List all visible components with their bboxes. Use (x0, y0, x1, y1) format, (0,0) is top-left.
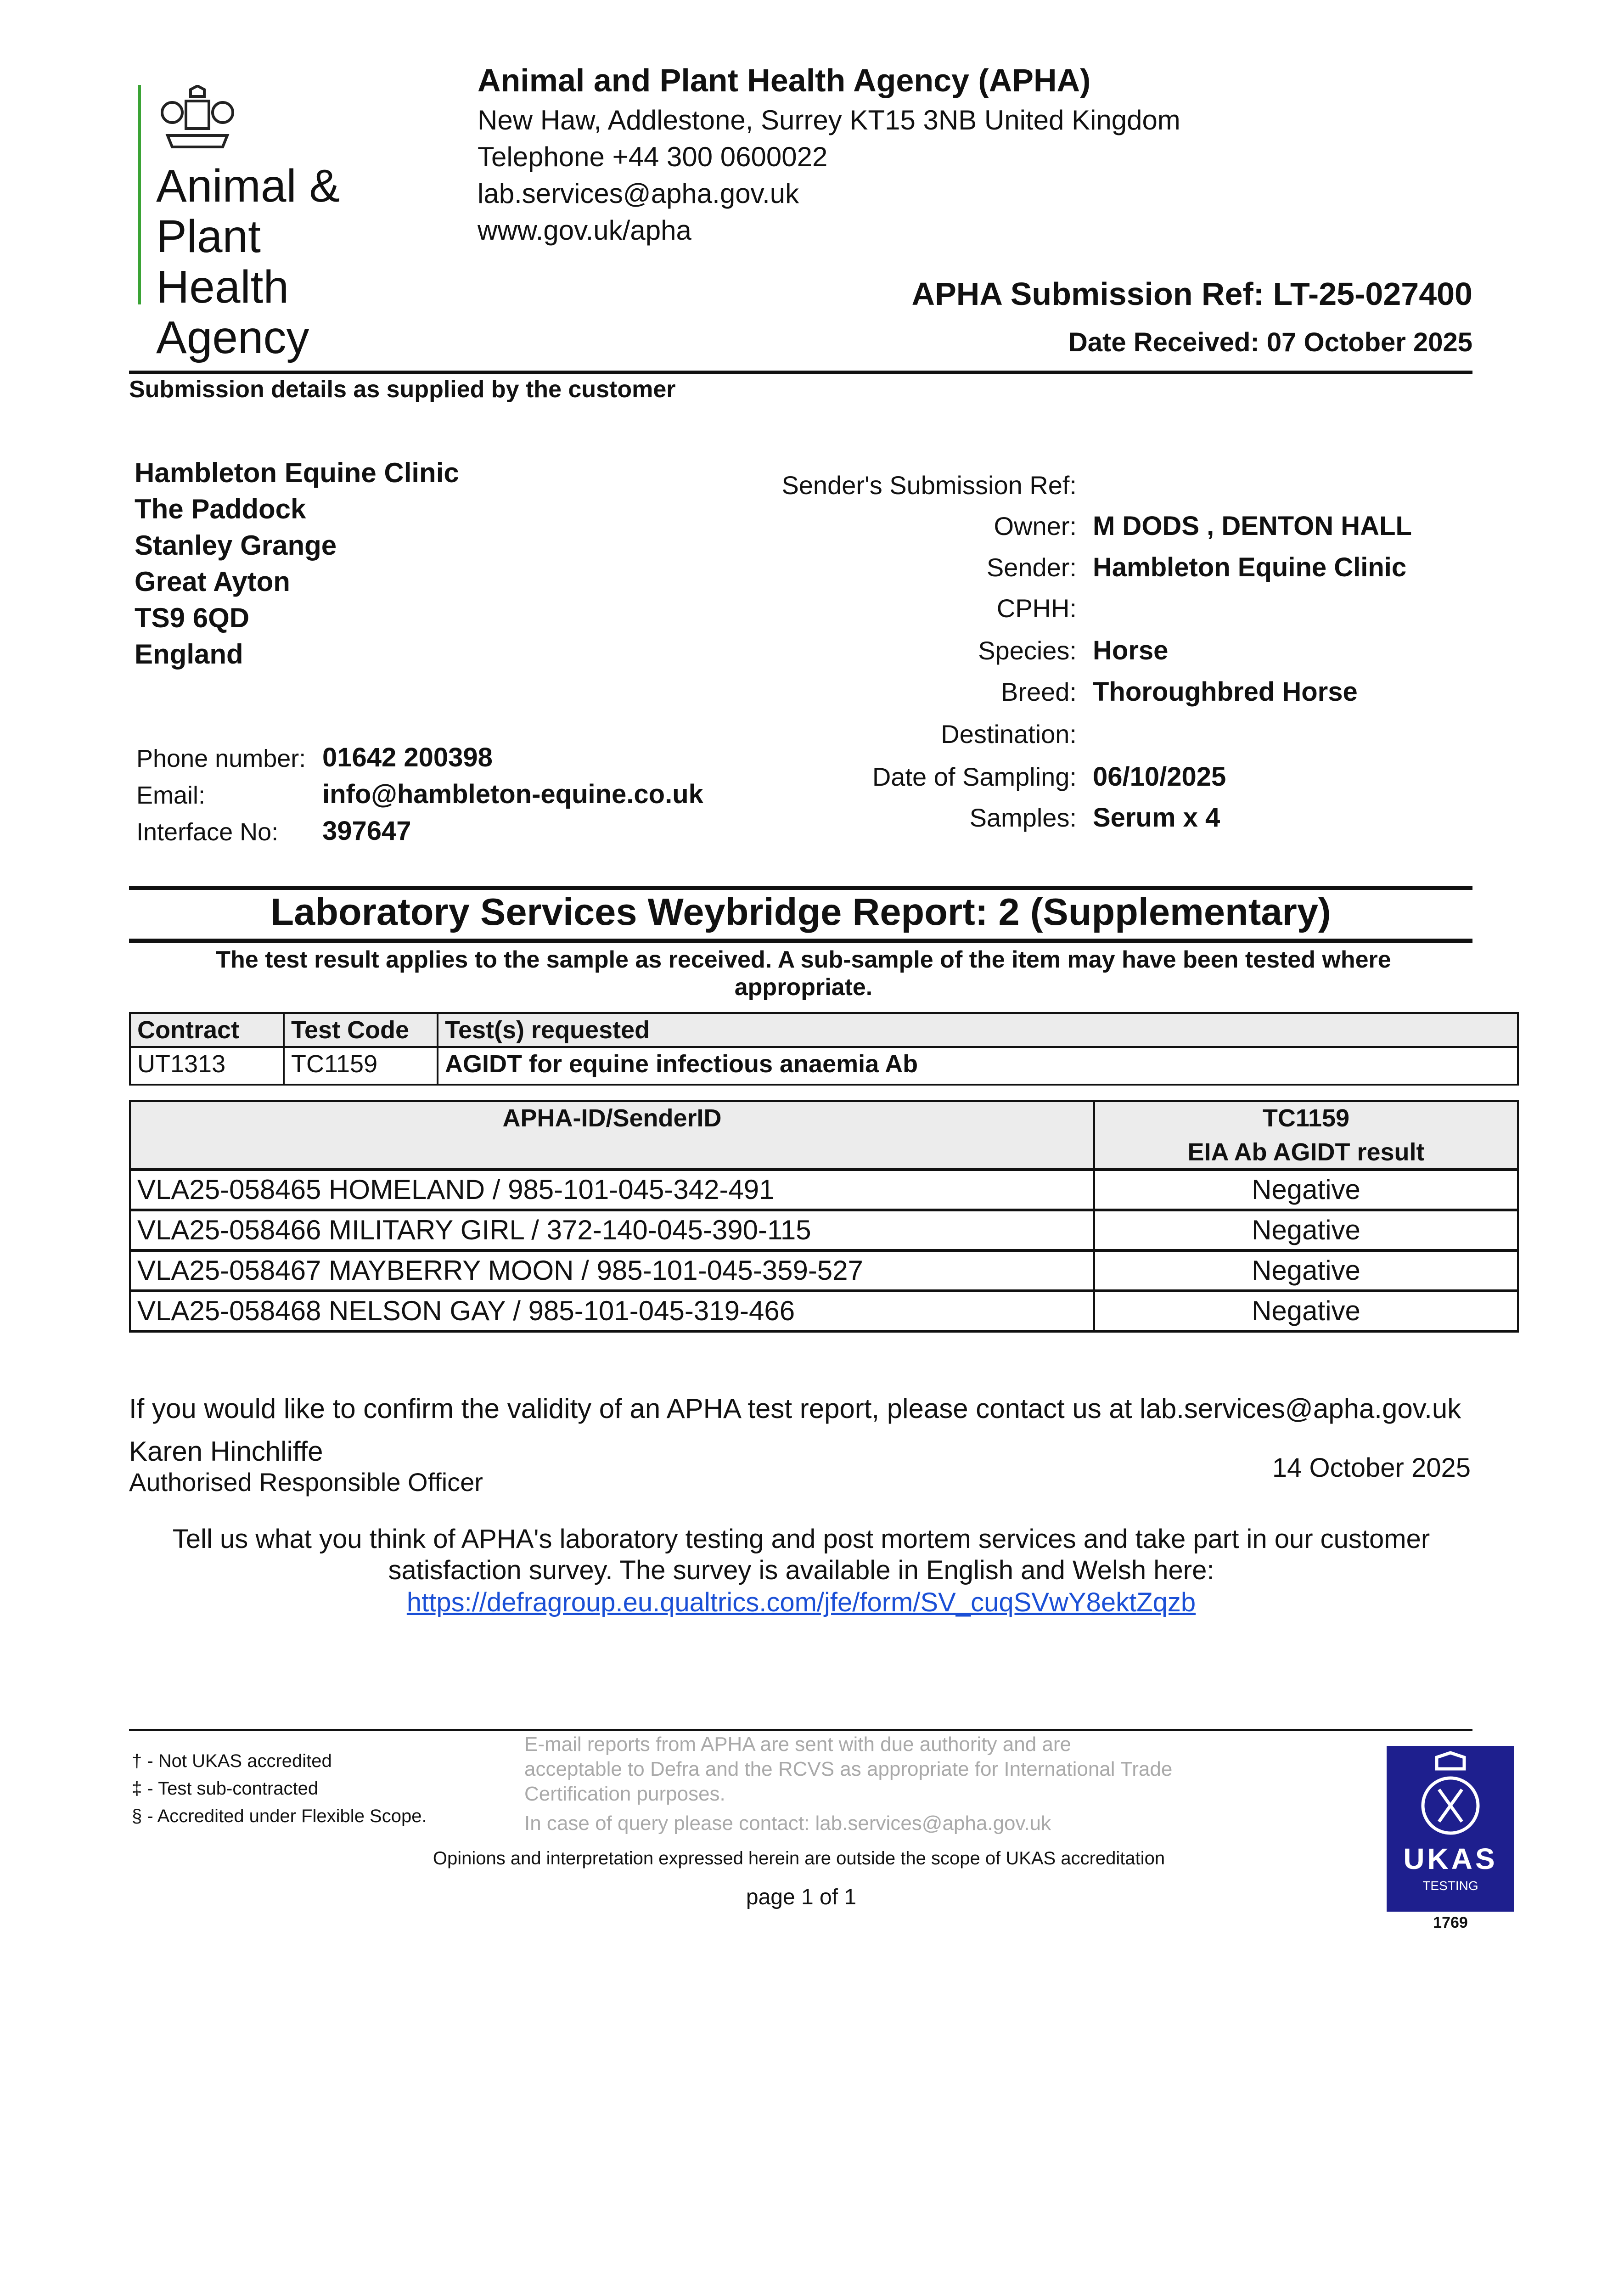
footnote: § - Accredited under Flexible Scope. (132, 1806, 427, 1826)
table-row (130, 1250, 1518, 1291)
table-header-row (130, 1013, 1518, 1047)
col-header-result (1094, 1101, 1518, 1170)
survey-text: Tell us what you think of APHA's laboratory testing and post mortem services and take part in our customer (172, 1524, 1430, 1554)
email-notice (524, 1732, 1172, 1836)
table-row (130, 1170, 1518, 1210)
address-line: TS9 6QD (135, 602, 250, 633)
report-date: 14 October 2025 (1272, 1453, 1471, 1483)
address-line: The Paddock (135, 494, 306, 524)
ukas-label: UKAS (1403, 1842, 1498, 1875)
phone-label: Phone number: (136, 745, 306, 772)
ukas-sub: TESTING (1422, 1879, 1478, 1893)
org-name: Animal and Plant Health Agency (APHA) (478, 62, 1091, 98)
samples-value: Serum x 4 (1093, 803, 1220, 833)
email-value: info@hambleton-equine.co.uk (322, 779, 703, 809)
customer-address (135, 455, 459, 672)
table-row (130, 1210, 1518, 1250)
field-label: Sender's Submission Ref: (781, 471, 1077, 500)
sample-id: VLA25-058466 MILITARY GIRL / 372-140-045-390-115 (130, 1210, 1094, 1250)
org-telephone: Telephone +44 300 0600022 (478, 141, 828, 172)
contact-values (322, 739, 703, 850)
table-row (130, 1047, 1518, 1085)
cell: UT1313 (130, 1047, 284, 1085)
ukas-logo (1387, 1746, 1514, 1912)
table-row (130, 1291, 1518, 1331)
validity-text: If you would like to confirm the validity of an APHA test report, please contact us at lab.services@apha.gov.uk (129, 1393, 1461, 1424)
result-label: EIA Ab AGIDT result (1187, 1138, 1425, 1166)
sample-id: VLA25-058465 HOMELAND / 985-101-045-342-491 (130, 1170, 1094, 1210)
field-label: Samples: (969, 803, 1077, 832)
logo-text: Animal & Plant Health Agency (156, 160, 340, 363)
org-email[interactable]: lab.services@apha.gov.uk (478, 178, 799, 209)
divider (129, 886, 1472, 890)
notice-line: Certification purposes. (524, 1783, 725, 1805)
sampling-date-value: 06/10/2025 (1093, 762, 1226, 792)
report-note: The test result applies to the sample as received. A sub-sample of the item may have been tested where appropriate. (216, 946, 1391, 1001)
breed-value: Thoroughbred Horse (1093, 677, 1358, 707)
org-address: New Haw, Addlestone, Surrey KT15 3NB United Kingdom (478, 105, 1180, 135)
royal-crest-icon (158, 85, 236, 154)
ukas-crown-icon (1405, 1750, 1496, 1838)
col-header: Contract (130, 1013, 284, 1047)
footnote: ‡ - Test sub-contracted (132, 1778, 319, 1799)
sample-id: VLA25-058468 NELSON GAY / 985-101-045-319-466 (130, 1291, 1094, 1331)
sample-id: VLA25-058467 MAYBERRY MOON / 985-101-045-359-527 (130, 1250, 1094, 1291)
footnotes (132, 1747, 427, 1830)
survey-link[interactable]: https://defragroup.eu.qualtrics.com/jfe/form/SV_cuqSVwY8ektZqzb (406, 1587, 1196, 1617)
page-number: page 1 of 1 (746, 1885, 857, 1909)
officer-role: Authorised Responsible Officer (129, 1468, 483, 1497)
table-header-row (130, 1101, 1518, 1170)
field-label: Breed: (1001, 677, 1077, 706)
result: Negative (1094, 1210, 1518, 1250)
ukas-number: 1769 (1433, 1914, 1468, 1931)
address-line: Hambleton Equine Clinic (135, 457, 459, 488)
divider (129, 1729, 1472, 1731)
phone-value: 01642 200398 (322, 743, 493, 772)
field-label: Species: (978, 636, 1077, 665)
contact-labels (136, 740, 306, 850)
notice-line: E-mail reports from APHA are sent with due authority and are (524, 1733, 1072, 1756)
logo-bar (138, 85, 141, 304)
interface-label: Interface No: (136, 818, 279, 846)
field-label: Date of Sampling: (872, 762, 1077, 791)
owner-value: M DODS , DENTON HALL (1093, 511, 1412, 541)
result: Negative (1094, 1170, 1518, 1210)
divider (129, 939, 1472, 943)
result: Negative (1094, 1291, 1518, 1331)
col-header: Test Code (284, 1013, 438, 1047)
divider (129, 371, 1472, 374)
date-received: Date Received: 07 October 2025 (1068, 327, 1472, 357)
org-website[interactable]: www.gov.uk/apha (478, 215, 691, 246)
footnote: † - Not UKAS accredited (132, 1751, 332, 1771)
field-label: Owner: (994, 512, 1077, 540)
address-line: Great Ayton (135, 566, 290, 597)
address-line: England (135, 639, 243, 670)
officer-name: Karen Hinchliffe (129, 1436, 323, 1467)
notice-line: acceptable to Defra and the RCVS as appropriate for International Trade (524, 1758, 1173, 1780)
interface-value: 397647 (322, 816, 411, 846)
sender-value: Hambleton Equine Clinic (1093, 552, 1407, 582)
cell: TC1159 (284, 1047, 438, 1085)
survey-text: satisfaction survey. The survey is available in English and Welsh here: (388, 1555, 1214, 1585)
col-header-id: APHA-ID/SenderID (130, 1101, 1094, 1170)
results-table (129, 1100, 1519, 1333)
species-value: Horse (1093, 636, 1169, 665)
address-line: Stanley Grange (135, 530, 337, 561)
result: Negative (1094, 1250, 1518, 1291)
field-label: CPHH: (996, 594, 1077, 623)
submission-ref: APHA Submission Ref: LT-25-027400 (911, 276, 1472, 312)
test-code: TC1159 (1262, 1104, 1350, 1132)
opinions-disclaimer: Opinions and interpretation expressed herein are outside the scope of UKAS accreditation (433, 1848, 1165, 1868)
field-label: Sender: (986, 553, 1077, 582)
report-title: Laboratory Services Weybridge Report: 2 (Supplementary) (270, 890, 1331, 933)
cell: AGIDT for equine infectious anaemia Ab (438, 1047, 1518, 1085)
email-label: Email: (136, 782, 206, 809)
col-header: Test(s) requested (438, 1013, 1518, 1047)
field-label: Destination: (941, 720, 1077, 748)
customer-heading: Submission details as supplied by the customer (129, 376, 676, 403)
query-contact: In case of query please contact: lab.services@apha.gov.uk (524, 1812, 1051, 1835)
tests-table (129, 1012, 1519, 1086)
